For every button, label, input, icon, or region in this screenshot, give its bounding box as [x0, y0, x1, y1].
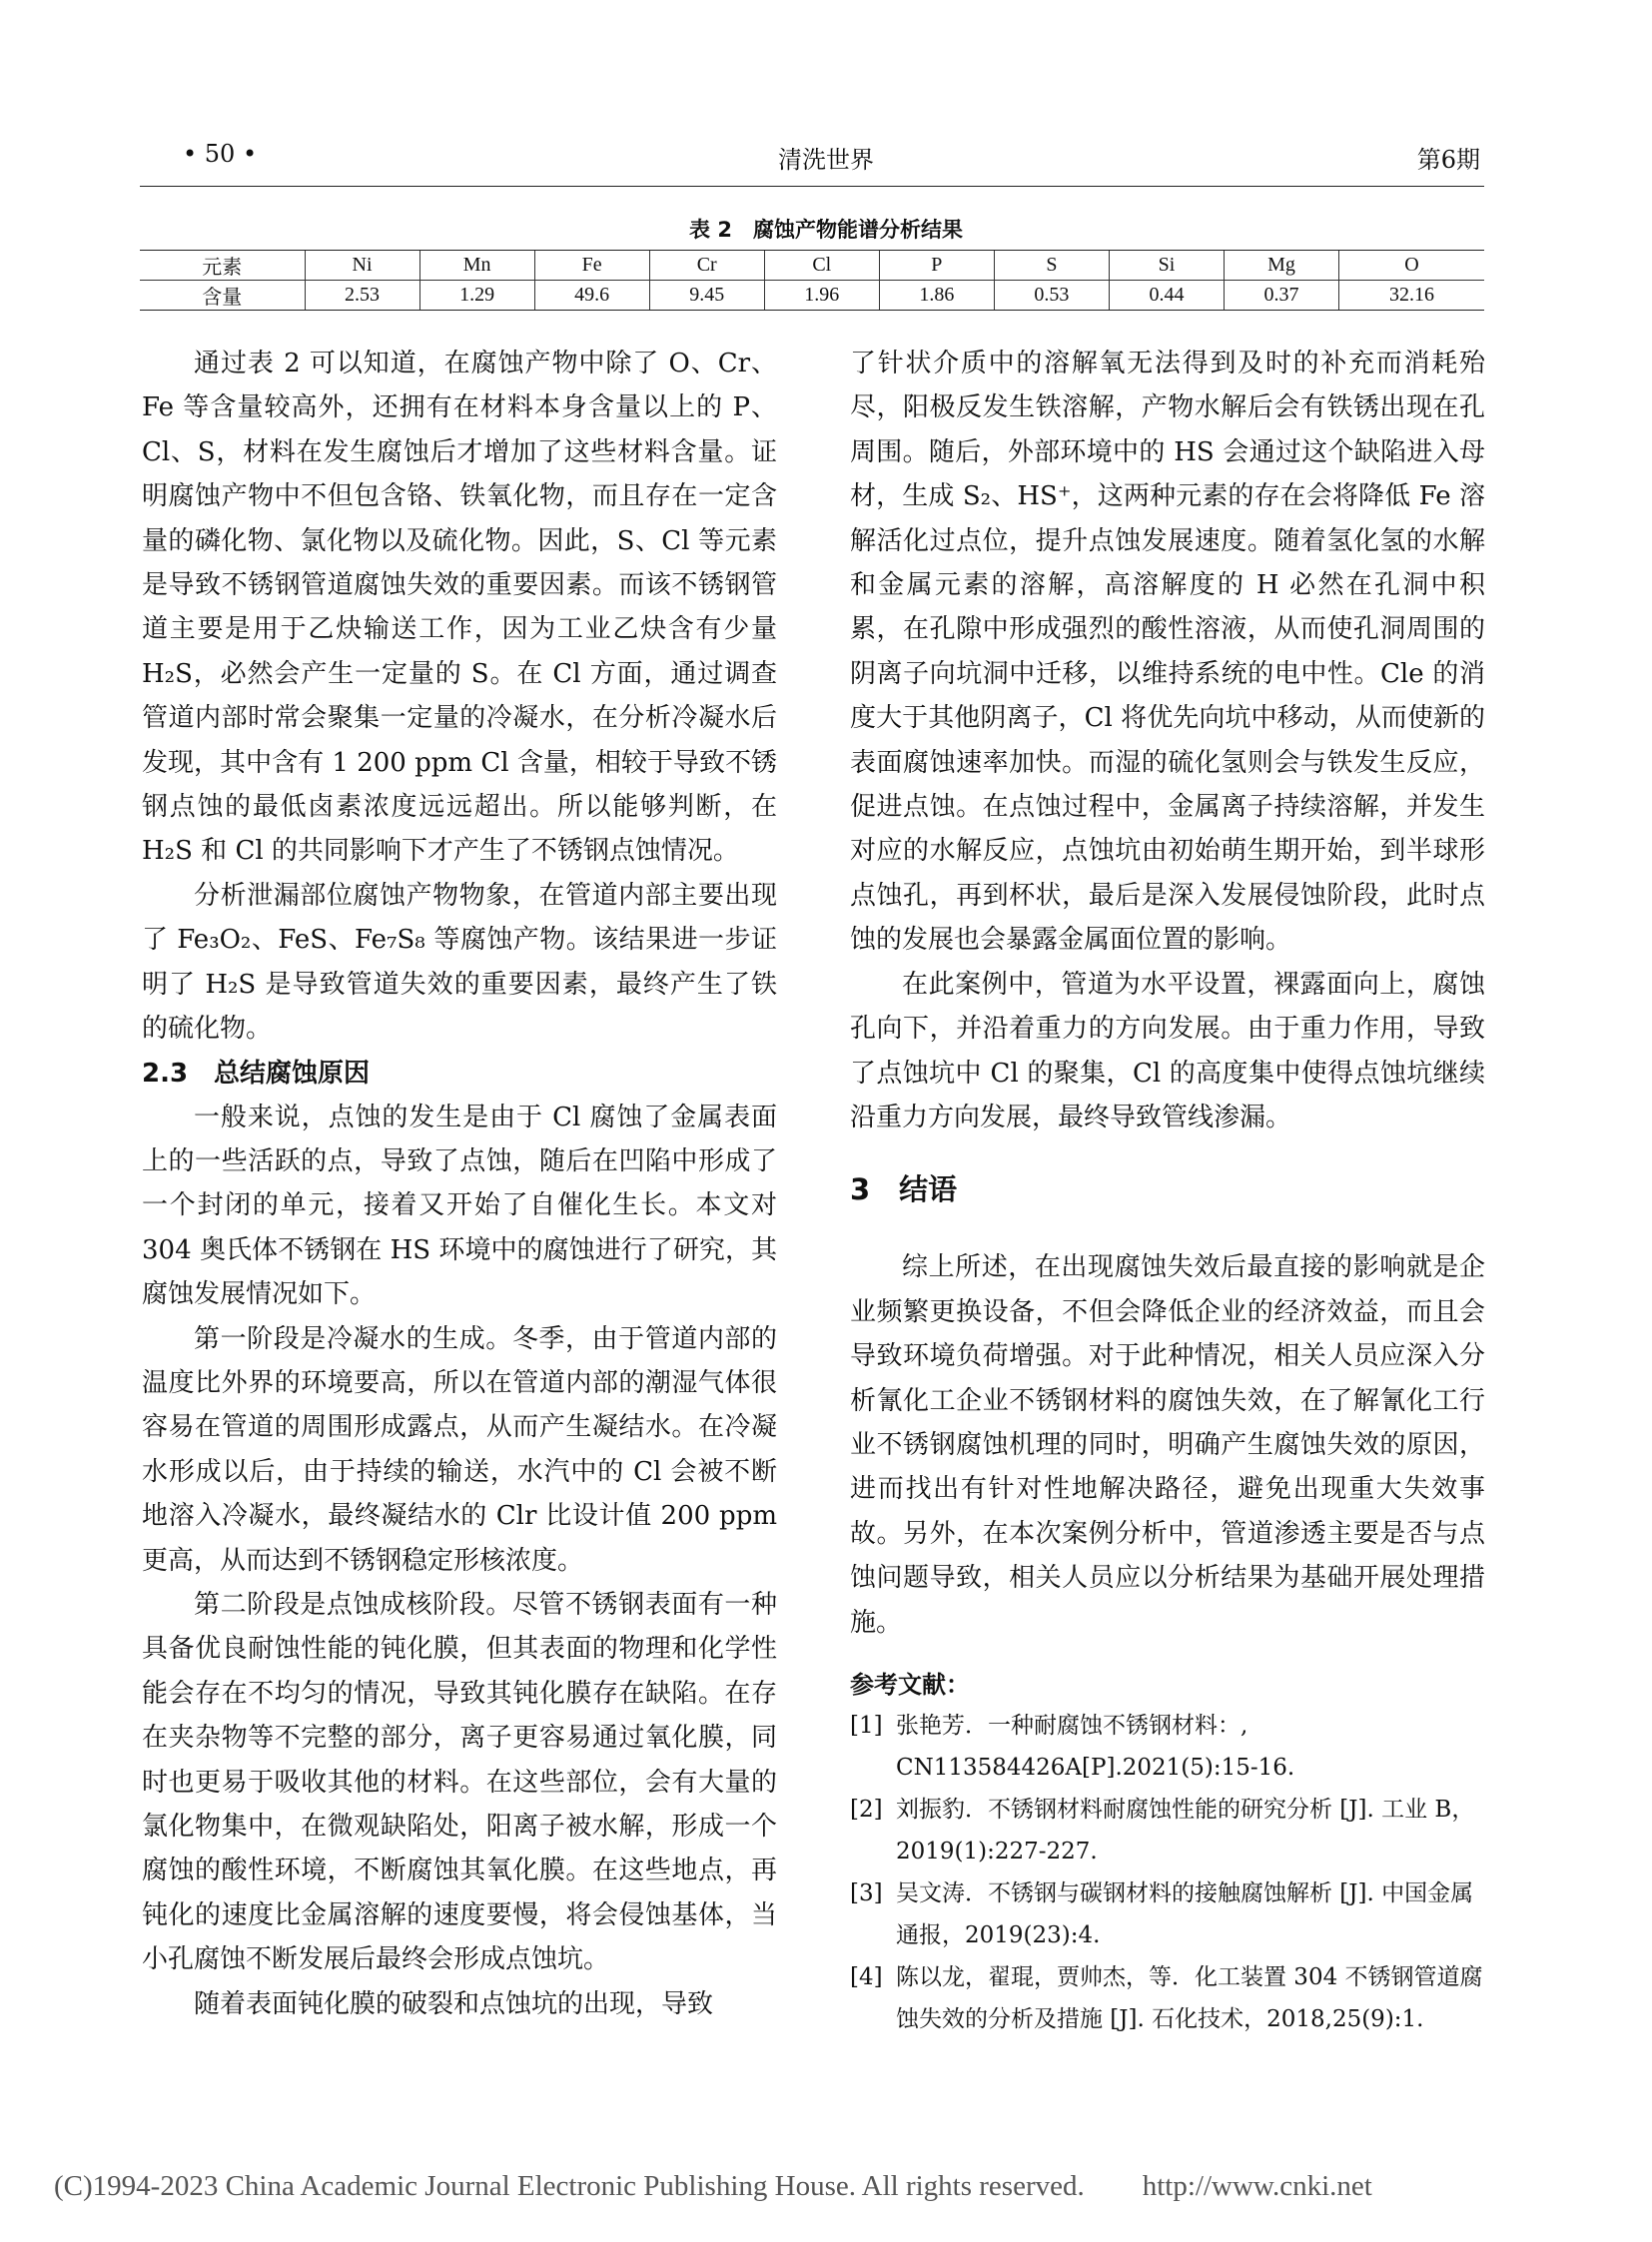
reference-number: [2]: [850, 1796, 883, 1823]
right-column: [850, 342, 1485, 2040]
reference-text: 刘振豹．不锈钢材料耐腐蚀性能的研究分析 [J]. 工业 B，2019(1):227-227.: [896, 1796, 1475, 1865]
reference-item: [850, 1872, 1485, 1956]
spectrum-table: [140, 250, 1484, 311]
table-cell: 元素: [140, 251, 305, 281]
reference-item: [850, 1705, 1485, 1789]
reference-item: [850, 1956, 1485, 2040]
table-cell: P: [879, 251, 994, 281]
table-row: [140, 251, 1484, 281]
paragraph: 第一阶段是冷凝水的生成。冬季，由于管道内部的温度比外界的环境要高，所以在管道内部的潮湿气体很容易在管道的周围形成露点，从而产生凝结水。在冷凝水形成以后，由于持续的输送，水汽中的 Cl 会被不断地溶入冷凝水，最终凝结水的 Clr 比设计值 200 ppm 更高，从而达到不锈钢稳定形核浓度。: [142, 1323, 777, 1576]
paragraph: 在此案例中，管道为水平设置，裸露面向上，腐蚀孔向下，并沿着重力的方向发展。由于重力作用，导致了点蚀坑中 Cl 的聚集，Cl 的高度集中使得点蚀坑继续沿重力方向发展，最终导致管线渗漏。: [850, 969, 1485, 1132]
table-cell: 49.6: [534, 281, 649, 311]
reference-text: 吴文涛．不锈钢与碳钢材料的接触腐蚀解析 [J]. 中国金属通报，2019(23):4.: [896, 1879, 1474, 1948]
table-cell: Cr: [649, 251, 764, 281]
table-cell: Mg: [1225, 251, 1339, 281]
left-column: [142, 342, 777, 2026]
table-cell: 32.16: [1339, 281, 1484, 311]
table-cell: Mn: [419, 251, 534, 281]
table-row: [140, 281, 1484, 311]
table-cell: S: [994, 251, 1109, 281]
table-cell: 含量: [140, 281, 305, 311]
table-cell: Si: [1109, 251, 1224, 281]
copyright-footer: (C)1994-2023 China Academic Journal Electronic Publishing House. All rights reserved. http://www.cnki.net: [54, 2170, 1372, 2202]
paragraph: 了针状介质中的溶解氧无法得到及时的补充而消耗殆尽，阳极反发生铁溶解，产物水解后会有铁锈出现在孔周围。随后，外部环境中的 HS 会通过这个缺陷进入母材，生成 S₂、HS⁺，这两种元素的存在会将降低 Fe 溶解活化过点位，提升点蚀发展速度。随着氢化氢的水解和金属元素的溶解，高溶解度的 H 必然在孔洞中积累，在孔隙中形成强烈的酸性溶液，从而使孔洞周围的阴离子向坑洞中迁移，以维持系统的电中性。Cle 的消度大于其他阴离子，Cl 将优先向坑中移动，从而使新的表面腐蚀速率加快。而湿的硫化氢则会与铁发生反应，促进点蚀。在点蚀过程中，金属离子持续溶解，并发生对应的水解反应，点蚀坑由初始萌生期开始，到半球形点蚀孔，再到杯状，最后是深入发展侵蚀阶段，此时点蚀的发展也会暴露金属面位置的影响。: [850, 349, 1485, 956]
table-cell: 9.45: [649, 281, 764, 311]
reference-item: [850, 1789, 1485, 1872]
table-caption: 表 2 腐蚀产物能谱分析结果: [689, 218, 963, 242]
references-heading: 参考文献：: [850, 1670, 970, 1699]
reference-number: [1]: [850, 1712, 883, 1739]
table-cell: 1.86: [879, 281, 994, 311]
table-cell: 2.53: [305, 281, 419, 311]
section-heading: 3 结语: [850, 1172, 958, 1207]
reference-text: 张艳芳．一种耐腐蚀不锈钢材料：, CN113584426A[P].2021(5):15-16.: [896, 1712, 1295, 1781]
header-rule: [140, 186, 1484, 187]
table-cell: 0.37: [1225, 281, 1339, 311]
page-number: • 50 •: [183, 140, 258, 168]
table-cell: Cl: [764, 251, 879, 281]
section-heading: 2.3 总结腐蚀原因: [142, 1058, 371, 1089]
paragraph: 一般来说，点蚀的发生是由于 Cl 腐蚀了金属表面上的一些活跃的点，导致了点蚀，随后在凹陷中形成了一个封闭的单元，接着又开始了自催化生长。本文对 304 奥氏体不锈钢在 HS 环境中的腐蚀进行了研究，其腐蚀发展情况如下。: [142, 1102, 777, 1310]
issue-number: 第6期: [1416, 146, 1480, 174]
table-cell: 1.29: [419, 281, 534, 311]
reference-number: [4]: [850, 1963, 883, 1990]
reference-number: [3]: [850, 1879, 883, 1906]
paragraph: 随着表面钝化膜的破裂和点蚀坑的出现，导致: [194, 1988, 714, 2019]
table-cell: 0.53: [994, 281, 1109, 311]
table-cell: O: [1339, 251, 1484, 281]
paragraph: 分析泄漏部位腐蚀产物物象，在管道内部主要出现了 Fe₃O₂、FeS、Fe₇S₈ 等腐蚀产物。该结果进一步证明了 H₂S 是导致管道失效的重要因素，最终产生了铁的硫化物。: [142, 880, 777, 1045]
journal-title: 清洗世界: [778, 146, 874, 174]
paragraph: 通过表 2 可以知道，在腐蚀产物中除了 O、Cr、Fe 等含量较高外，还拥有在材料本身含量以上的 P、Cl、S，材料在发生腐蚀后才增加了这些材料含量。证明腐蚀产物中不但包含铬、铁氧化物，而且存在一定含量的磷化物、氯化物以及硫化物。因此，S、Cl 等元素是导致不锈钢管道腐蚀失效的重要因素。而该不锈钢管道主要是用于乙炔输送工作，因为工业乙炔含有少量 H₂S，必然会产生一定量的 S。在 Cl 方面，通过调查管道内部时常会聚集一定量的冷凝水，在分析冷凝水后发现，其中含有 1 200 ppm Cl 含量，相较于导致不锈钢点蚀的最低卤素浓度远远超出。所以能够判断，在 H₂S 和 Cl 的共同影响下才产生了不锈钢点蚀情况。: [142, 349, 777, 867]
table-cell: 0.44: [1109, 281, 1224, 311]
table-cell: Fe: [534, 251, 649, 281]
paragraph: 综上所述，在出现腐蚀失效后最直接的影响就是企业频繁更换设备，不但会降低企业的经济效益，而且会导致环境负荷增强。对于此种情况，相关人员应深入分析氰化工企业不锈钢材料的腐蚀失效，在了解氰化工行业不锈钢腐蚀机理的同时，明确产生腐蚀失效的原因，进而找出有针对性地解决路径，避免出现重大失效事故。另外，在本次案例分析中，管道渗透主要是否与点蚀问题导致，相关人员应以分析结果为基础开展处理措施。: [850, 1252, 1485, 1638]
paragraph: 第二阶段是点蚀成核阶段。尽管不锈钢表面有一种具备优良耐蚀性能的钝化膜，但其表面的物理和化学性能会存在不均匀的情况，导致其钝化膜存在缺陷。在存在夹杂物等不完整的部分，离子更容易通过氧化膜，同时也更易于吸收其他的材料。在这些部位，会有大量的氯化物集中，在微观缺陷处，阳离子被水解，形成一个腐蚀的酸性环境，不断腐蚀其氧化膜。在这些地点，再钝化的速度比金属溶解的速度要慢，将会侵蚀基体，当小孔腐蚀不断发展后最终会形成点蚀坑。: [142, 1589, 777, 1975]
table-cell: 1.96: [764, 281, 879, 311]
table-cell: Ni: [305, 251, 419, 281]
reference-text: 陈以龙，翟琨，贾帅杰，等．化工装置 304 不锈钢管道腐蚀失效的分析及措施 [J]. 石化技术，2018,25(9):1.: [896, 1963, 1483, 2032]
